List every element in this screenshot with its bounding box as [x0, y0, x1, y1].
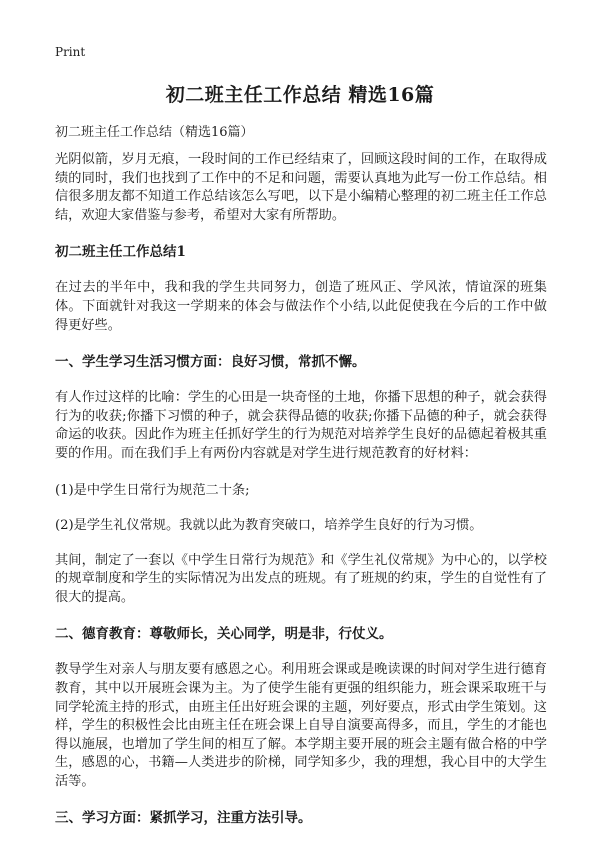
section2-paragraph: 教导学生对亲人与朋友要有感恩之心。利用班会课或是晚读课的时间对学生进行德育教育，其中以开展班会课为主。为了使学生能有更强的组织能力，班会课采取班干与同学轮流主持的形式，由班主任出好班会课的主题，列好要点，形式由学生策划。这样，学生的积极性会比由班主任在班会课上自导自演要高得多，而且，学生的才能也得以施展，也增加了学生间的相互了解。本学期主要开展的班会主题有做合格的中学生，感恩的心，书籍—人类进步的阶梯，同学知多少，我的理想，我心目中的大学生活等。: [55, 662, 547, 789]
document-subtitle: 初二班主任工作总结（精选16篇）: [55, 125, 254, 140]
section1-item-1: (1)是中学生日常行为规范二十条;: [55, 482, 250, 498]
section1-heading: 一、学生学习生活习惯方面：良好习惯，常抓不懈。: [55, 354, 366, 371]
section2-heading: 二、德育教育：尊敬师长，关心同学，明是非，行仗义。: [55, 626, 393, 643]
section3-heading: 三、学习方面：紧抓学习，注重方法引导。: [55, 810, 312, 827]
print-link[interactable]: Print: [55, 45, 86, 59]
section1-paragraph: 有人作过这样的比喻：学生的心田是一块奇怪的土地，你播下思想的种子，就会获得行为的收获;你播下习惯的种子，就会获得品德的收获;你播下品德的种子，就会获得命运的收获。因此作为班主任抓好学生的行为规范对培养学生良好的品德起着极其重要的作用。而在我们手上有两份内容就是对学生进行规范教育的好材料：: [55, 390, 547, 461]
document-body: [55, 151, 547, 845]
summary1-heading: 初二班主任工作总结1: [55, 244, 186, 261]
document-title: 初二班主任工作总结 精选16篇: [165, 84, 435, 106]
summary1-paragraph: 在过去的半年中，我和我的学生共同努力，创造了班风正、学风浓，情谊深的班集体。下面就针对我这一学期来的体会与做法作个小结,以此促使我在今后的工作中做得更好些。: [55, 280, 547, 333]
section1-paragraph-2: 其间，制定了一套以《中学生日常行为规范》和《学生礼仪常规》为中心的，以学校的规章制度和学生的实际情况为出发点的班规。有了班规的约束，学生的自觉性有了很大的提高。: [55, 552, 547, 605]
section1-item-2: (2)是学生礼仪常规。我就以此为教育突破口，培养学生良好的行为习惯。: [55, 517, 483, 533]
intro-paragraph: 光阴似箭，岁月无痕，一段时间的工作已经结束了，回顾这段时间的工作，在取得成绩的同时，我们也找到了工作中的不足和问题，需要认真地为此写一份工作总结。相信很多朋友都不知道工作总结该怎么写吧，以下是小编精心整理的初二班主任工作总结，欢迎大家借鉴与参考，希望对大家有所帮助。: [55, 152, 547, 223]
